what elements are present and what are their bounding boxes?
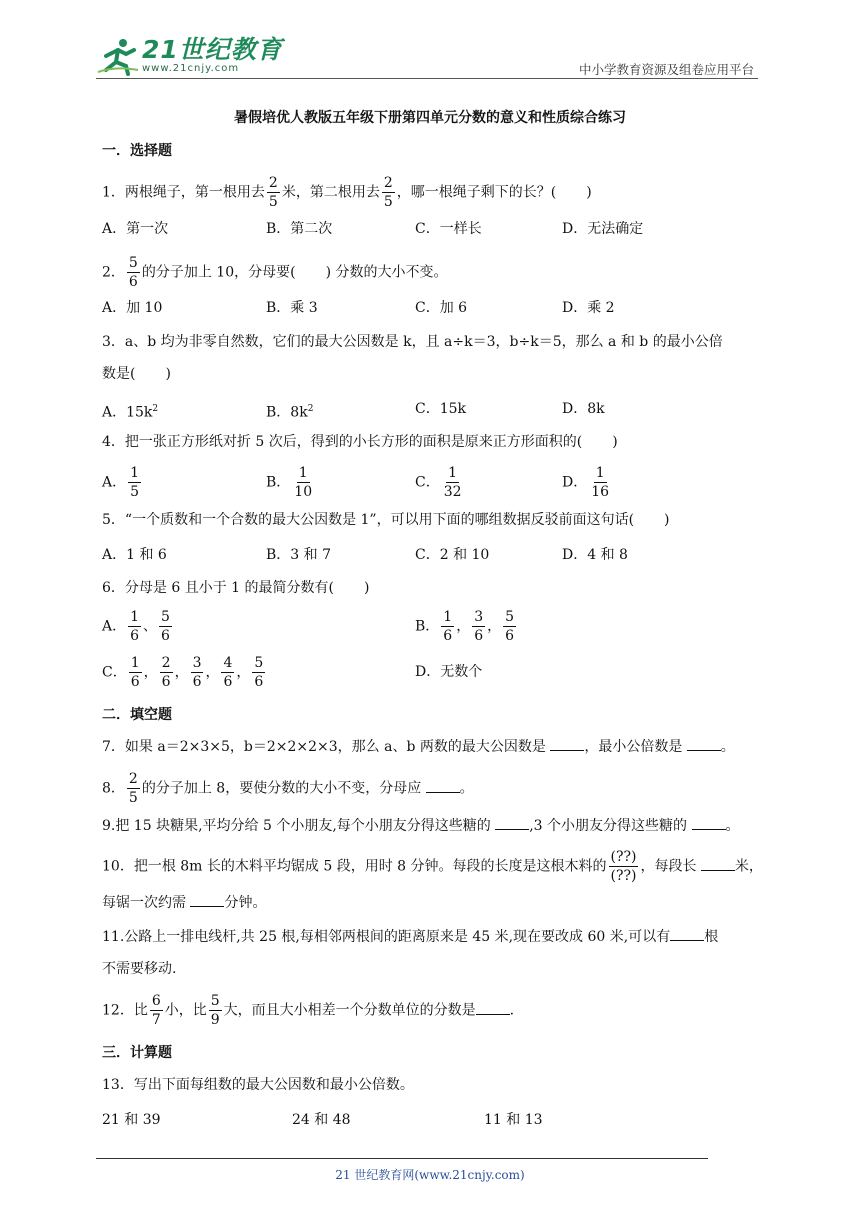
document-title: 暑假培优人教版五年级下册第四单元分数的意义和性质综合练习	[234, 110, 626, 126]
answer-blank[interactable]	[426, 780, 460, 793]
q2-option-d: D．乘 2	[562, 300, 615, 316]
fraction: $\frac{2}{5}$	[383, 175, 393, 210]
fraction: $\frac{5}{6}$	[254, 655, 264, 690]
fraction: $\frac{1}{10}$	[294, 465, 313, 500]
question-7: 7．如果 a＝2×3×5，b＝2×2×2×3，那么 a、b 两数的最大公因数是 ，最小公倍数是 。	[102, 739, 735, 755]
logo-text: 21世纪教育	[142, 35, 283, 64]
question-3-line-1: 3．a、b 均为非零自然数，它们的最大公因数是 k，且 a÷k＝3，b÷k＝5，那么 a 和 b 的最小公倍	[102, 334, 723, 350]
q1-text-a: 1．两根绳子，第一根用去	[102, 184, 265, 201]
question-10-line-2: 每锯一次约需 分钟。	[102, 895, 267, 911]
q2-option-b: B．乘 3	[266, 300, 318, 316]
answer-blank[interactable]	[701, 858, 735, 871]
fraction: $\frac{1}{6}$	[130, 609, 140, 644]
fraction: $\frac{5}{6}$	[128, 255, 138, 290]
number-pair: 24 和 48	[292, 1112, 351, 1128]
answer-blank[interactable]	[190, 894, 224, 907]
question-9: 9.把 15 块糖果,平均分给 5 个小朋友,每个小朋友分得这些糖的 ,3 个小朋友分得这些糖的 。	[102, 818, 740, 834]
q1-option-a: A．第一次	[102, 221, 169, 237]
q3-option-a: A．$15k^2$	[102, 404, 159, 421]
fraction: $\frac{1}{6}$	[443, 609, 453, 644]
section-heading-fill: 二．填空题	[102, 707, 172, 723]
page-header	[96, 34, 756, 80]
q5-option-c: C．2 和 10	[415, 547, 490, 563]
question-13: 13．写出下面每组数的最大公因数和最小公倍数。	[102, 1077, 414, 1093]
q3-option-d: D．8k	[562, 401, 605, 417]
question-4: 4．把一张正方形纸对折 5 次后，得到的小长方形的面积是原来正方形面积的( )	[102, 434, 618, 450]
q6-option-a: A． $\frac{1}{6}$ 、 $\frac{5}{6}$	[102, 609, 170, 644]
fraction: $\frac{2}{6}$	[161, 655, 171, 690]
platform-label: 中小学教育资源及组卷应用平台	[578, 62, 754, 77]
question-6: 6．分母是 6 且小于 1 的最简分数有( )	[102, 580, 370, 596]
number-pair: 21 和 39	[102, 1112, 161, 1128]
fraction: $\frac{5}{6}$	[161, 609, 170, 644]
answer-blank[interactable]	[550, 738, 584, 751]
q1-text-c: ，哪一根绳子剩下的长？(	[396, 184, 557, 201]
q6-option-d: D．无数个	[415, 664, 483, 680]
q2-option-a: A．加 10	[102, 300, 163, 316]
q5-option-b: B．3 和 7	[266, 547, 332, 563]
answer-blank[interactable]	[687, 738, 721, 751]
q3-option-b: B．$8k^2$	[266, 404, 314, 421]
site-logo	[96, 34, 283, 78]
fraction: $\frac{(??)}{(??)}$	[610, 849, 637, 884]
fraction: $\frac{1}{5}$	[130, 465, 140, 500]
fraction: $\frac{1}{6}$	[130, 655, 140, 690]
question-8: 8． $\frac{2}{5}$ 的分子加上 8，要使分数的大小不变，分母应 。	[102, 771, 474, 806]
fraction: $\frac{2}{5}$	[268, 175, 278, 210]
q1-option-c: C．一样长	[415, 221, 482, 237]
q4-option-b: B． $\frac{1}{10}$	[266, 465, 313, 500]
logo-url: www.21cnjy.com	[142, 63, 240, 74]
q4-option-a: A． $\frac{1}{5}$	[102, 465, 140, 500]
fraction: $\frac{1}{32}$	[443, 465, 462, 500]
q1-option-b: B．第二次	[266, 221, 333, 237]
fraction: $\frac{6}{7}$	[151, 993, 161, 1028]
running-man-icon	[96, 36, 140, 76]
question-11-line-1: 11.公路上一排电线杆,共 25 根,每相邻两根间的距离原来是 45 米,现在要改成 60 米,可以有 根	[102, 929, 719, 945]
fraction: $\frac{4}{6}$	[223, 655, 233, 690]
fraction: $\frac{1}{16}$	[591, 465, 610, 500]
question-12: 12．比 $\frac{6}{7}$ 小，比 $\frac{5}{9}$ 大，而且大小相差一个分数单位的分数是 .	[102, 993, 515, 1028]
q1-text-b: 米，第二根用去	[281, 184, 380, 201]
fraction: $\frac{5}{6}$	[505, 609, 515, 644]
answer-blank[interactable]	[495, 817, 529, 830]
question-1: 1．两根绳子，第一根用去 $\frac{2}{5}$ 米，第二根用去 $\frac{2}{5}$ ，哪一根绳子剩下的长？( )	[102, 175, 592, 210]
q4-option-d: D． $\frac{1}{16}$	[562, 465, 610, 500]
q6-option-b: B． $\frac{1}{6}$ ， $\frac{3}{6}$ ， $\frac{5}{6}$	[415, 609, 515, 644]
fraction: $\frac{2}{5}$	[128, 771, 138, 806]
q1-option-d: D．无法确定	[562, 221, 644, 237]
q2-option-c: C．加 6	[415, 300, 468, 316]
q5-option-a: A．1 和 6	[102, 547, 167, 563]
section-heading-choice: 一．选择题	[102, 143, 172, 159]
section-heading-calc: 三．计算题	[102, 1045, 172, 1061]
q4-option-c: C． $\frac{1}{32}$	[415, 465, 462, 500]
question-3-line-2: 数是( )	[102, 366, 171, 382]
q5-option-d: D．4 和 8	[562, 547, 628, 563]
fraction: $\frac{3}{6}$	[474, 609, 484, 644]
question-10-line-1: 10．把一根 8m 长的木料平均锯成 5 段，用时 8 分钟。每段的长度是这根木料的 $\frac{(??)}{(??)}$ ，每段长 米，	[102, 849, 763, 884]
fraction: $\frac{5}{9}$	[210, 993, 220, 1028]
page-footer: 21 世纪教育网(www.21cnjy.com)	[335, 1168, 525, 1182]
question-11-line-2: 不需要移动.	[102, 961, 177, 977]
q6-option-c: C． $\frac{1}{6}$ ， $\frac{2}{6}$ ， $\frac{3}{6}$ ， $\frac{4}{6}$ ， $\frac{5}{6}$	[102, 655, 264, 690]
answer-blank[interactable]	[692, 817, 726, 830]
number-pair: 11 和 13	[484, 1112, 543, 1128]
answer-blank[interactable]	[670, 928, 704, 941]
q3-option-c: C．15k	[415, 401, 467, 417]
fraction: $\frac{3}{6}$	[192, 655, 202, 690]
answer-blank[interactable]	[476, 1002, 510, 1015]
question-2: 2． $\frac{5}{6}$ 的分子加上 10，分母要( ) 分数的大小不变。	[102, 255, 448, 290]
question-5: 5．“一个质数和一个合数的最大公因数是 1”，可以用下面的哪组数据反驳前面这句话( )	[102, 512, 670, 528]
footer-divider	[96, 1158, 708, 1159]
header-divider	[96, 78, 758, 79]
